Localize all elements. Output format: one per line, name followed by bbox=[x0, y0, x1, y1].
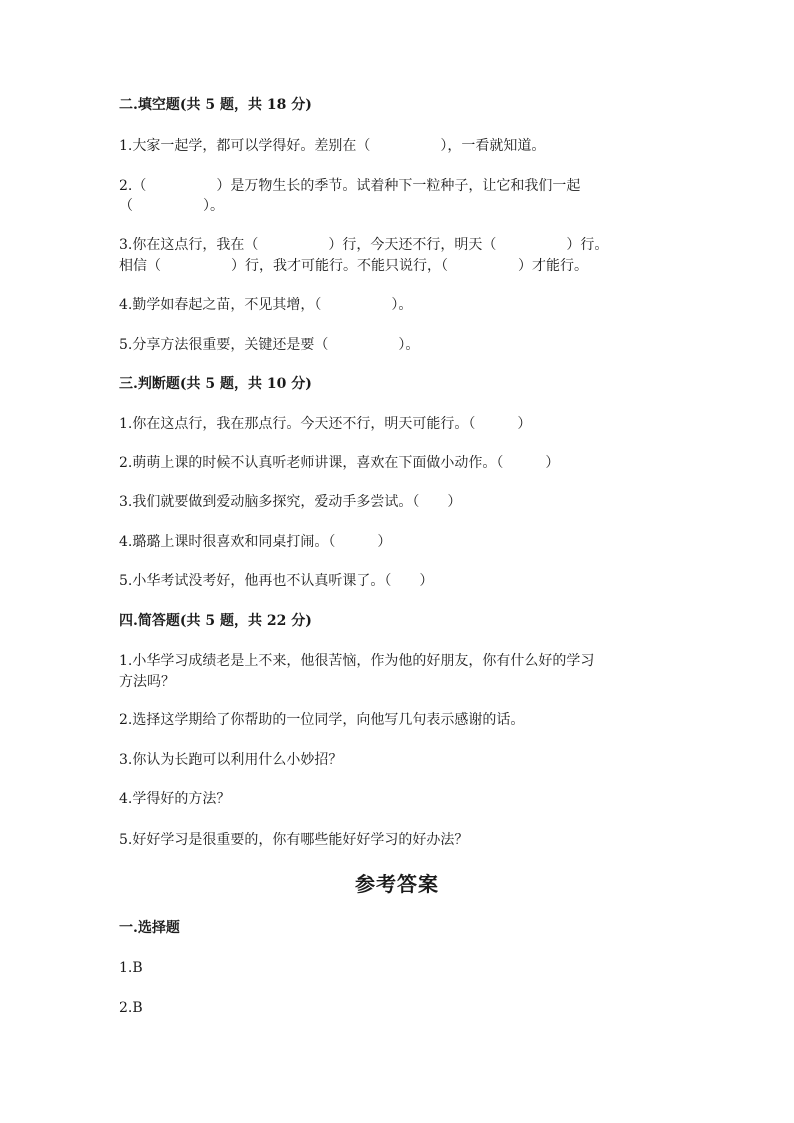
short-question-3: 3.你认为长跑可以利用什么小妙招？ bbox=[119, 752, 343, 768]
short-question-1-line-1: 1.小华学习成绩老是上不来，他很苦恼，作为他的好朋友，你有什么好的学习 bbox=[119, 653, 595, 669]
answers-section-heading: 一.选择题 bbox=[119, 920, 180, 936]
short-question-5: 5.好好学习是很重要的，你有哪些能好好学习的好办法？ bbox=[119, 832, 469, 848]
judge-question-1: 1.你在这点行，我在那点行。今天还不行，明天可能行。（ ） bbox=[119, 416, 532, 432]
judge-question-4: 4.璐璐上课时很喜欢和同桌打闹。（ ） bbox=[119, 534, 392, 550]
judge-question-2: 2.萌萌上课的时候不认真听老师讲课，喜欢在下面做小动作。（ ） bbox=[119, 455, 560, 471]
fill-question-2-line-1: 2.（ ）是万物生长的季节。试着种下一粒种子，让它和我们一起 bbox=[119, 178, 581, 194]
short-question-1-line-2: 方法吗？ bbox=[119, 674, 175, 690]
fill-question-3-line-1: 3.你在这点行，我在（ ）行，今天还不行，明天（ ）行。 bbox=[119, 237, 609, 253]
judge-question-3: 3.我们就要做到爱动脑多探究，爱动手多尝试。（ ） bbox=[119, 494, 462, 510]
fill-question-4: 4.勤学如春起之苗，不见其增，（ ）。 bbox=[119, 297, 413, 313]
fill-question-5: 5.分享方法很重要，关键还是要（ ）。 bbox=[119, 337, 420, 353]
answer-2: 2.B bbox=[119, 1000, 143, 1016]
short-question-4: 4.学得好的方法？ bbox=[119, 791, 231, 807]
fill-section-heading: 二.填空题(共 5 题，共 18 分) bbox=[119, 97, 312, 113]
judge-question-5: 5.小华考试没考好，他再也不认真听课了。（ ） bbox=[119, 573, 434, 589]
answers-title: 参考答案 bbox=[355, 872, 439, 896]
fill-question-2-line-2: （ ）。 bbox=[119, 198, 224, 214]
answer-1: 1.B bbox=[119, 960, 143, 976]
fill-question-3-line-2: 相信（ ）行，我才可能行。不能只说行，（ ）才能行。 bbox=[119, 258, 588, 274]
judge-section-heading: 三.判断题(共 5 题，共 10 分) bbox=[119, 376, 312, 392]
short-question-2: 2.选择这学期给了你帮助的一位同学，向他写几句表示感谢的话。 bbox=[119, 712, 525, 728]
short-section-heading: 四.简答题(共 5 题，共 22 分) bbox=[119, 613, 312, 629]
fill-question-1: 1.大家一起学，都可以学得好。差别在（ ），一看就知道。 bbox=[119, 138, 546, 154]
